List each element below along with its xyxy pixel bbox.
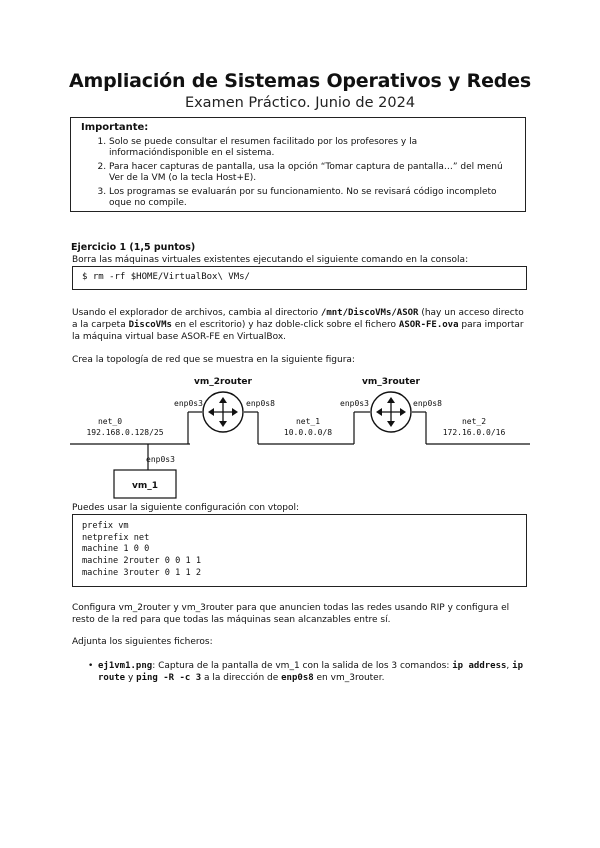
attachment-cmd-ip: ip: [512, 661, 523, 671]
attachment-text-c: y: [125, 673, 137, 683]
bullet-dot: •: [88, 661, 94, 671]
exercise-title: Ejercicio 1 (1,5 puntos): [71, 242, 196, 253]
attachment-filename: ej1vm1.png: [98, 661, 153, 671]
router1-label: vm_2router: [194, 377, 252, 387]
config-line: prefix vm: [82, 521, 129, 531]
important-heading: Importante:: [81, 122, 149, 133]
attachment-iface: enp0s8: [281, 673, 314, 683]
config-line: netprefix net: [82, 532, 150, 543]
r1-left-iface: enp0s3: [174, 399, 203, 408]
vm1-iface: enp0s3: [146, 455, 175, 464]
exercise-intro: Borra las máquinas virtuales existentes ejecutando el siguiente comando en la consola:: [72, 255, 469, 265]
rip-text-2: resto de la red para que todas las máquinas sean alcanzables entre sí.: [72, 615, 391, 625]
explorer-text-a: Usando el explorador de archivos, cambia al directorio: [72, 308, 321, 318]
vm1-label: vm_1: [131, 481, 159, 491]
attachment-text-e: en vm_3router.: [313, 673, 385, 683]
important-item-2: 2. Para hacer capturas de pantalla, usa la opción “Tomar captura de pantalla…” del menú Ver de la VM (o la tecla Host+E).: [109, 162, 515, 185]
attachment-cmd-ip-address: ip address: [452, 661, 507, 671]
explorer-text-b: (hay un acceso directo: [418, 308, 524, 318]
page-title: Ampliación de Sistemas Operativos y Redes: [69, 70, 531, 92]
attach-intro: Adjunta los siguientes ficheros:: [72, 637, 213, 647]
explorer-paragraph: [72, 307, 532, 343]
explorer-path: /mnt/DiscoVMs/ASOR: [320, 308, 419, 318]
router-icon: [371, 392, 411, 432]
config-line: machine 3router 0 1 1 2: [82, 567, 201, 578]
explorer-text-e: para importar: [458, 320, 524, 330]
net0-label: net_0: [97, 417, 123, 426]
attachment-cmd-ping: ping -R -c 3: [136, 673, 202, 683]
net1-addr: 10.0.0.0/8: [283, 428, 333, 437]
attachment-text: [98, 660, 528, 684]
explorer-file: ASOR-FE.ova: [398, 320, 459, 330]
rip-paragraph: [72, 602, 532, 626]
attachment-text-a: : Captura de la pantalla de vm_1 con la salida de los 3 comandos:: [152, 661, 453, 671]
rip-text-1: Configura vm_2router y vm_3router para que anuncien todas las redes usando RIP y configura el: [72, 603, 510, 613]
router-icon: [203, 392, 243, 432]
r1-right-iface: enp0s8: [246, 399, 275, 408]
vtopol-intro: Puedes usar la siguiente configuración con vtopol:: [72, 503, 300, 513]
attachment-cmd-route: route: [98, 673, 126, 683]
page-subtitle: Examen Práctico. Junio de 2024: [184, 95, 416, 111]
command-box: [72, 266, 527, 290]
command-text: $ rm -rf $HOME/VirtualBox\ VMs/: [82, 272, 250, 282]
config-box: [72, 514, 527, 587]
attachment-text-b: ,: [506, 661, 513, 671]
net0-addr: 192.168.0.128/25: [86, 428, 164, 437]
important-list: [81, 137, 515, 210]
net2-label: net_2: [461, 417, 487, 426]
network-topology-diagram: [70, 372, 530, 502]
explorer-text-f: la máquina virtual base ASOR-FE en VirtualBox.: [72, 332, 287, 342]
topology-intro: Crea la topología de red que se muestra en la siguiente figura:: [72, 355, 355, 365]
config-line: machine 2router 0 0 1 1: [82, 556, 201, 567]
explorer-text-d: en el escritorio) y haz doble-click sobre el fichero: [171, 320, 399, 330]
router2-label: vm_3router: [362, 377, 420, 387]
attachment-text-d: a la dirección de: [201, 673, 282, 683]
r2-right-iface: enp0s8: [413, 399, 442, 408]
net2-addr: 172.16.0.0/16: [442, 428, 506, 437]
r2-left-iface: enp0s3: [340, 399, 369, 408]
explorer-text-c: a la carpeta: [72, 320, 129, 330]
important-item-1: 1. Solo se puede consultar el resumen facilitado por los profesores y la informacióndisponible en el sistema.: [109, 137, 515, 160]
net1-label: net_1: [295, 417, 321, 426]
config-line: machine 1 0 0: [82, 544, 150, 555]
explorer-folder: DiscoVMs: [128, 320, 172, 330]
important-box: [70, 117, 526, 212]
important-item-3: 3. Los programas se evaluarán por su funcionamiento. No se revisará código incompleto oque no compile.: [109, 187, 515, 210]
